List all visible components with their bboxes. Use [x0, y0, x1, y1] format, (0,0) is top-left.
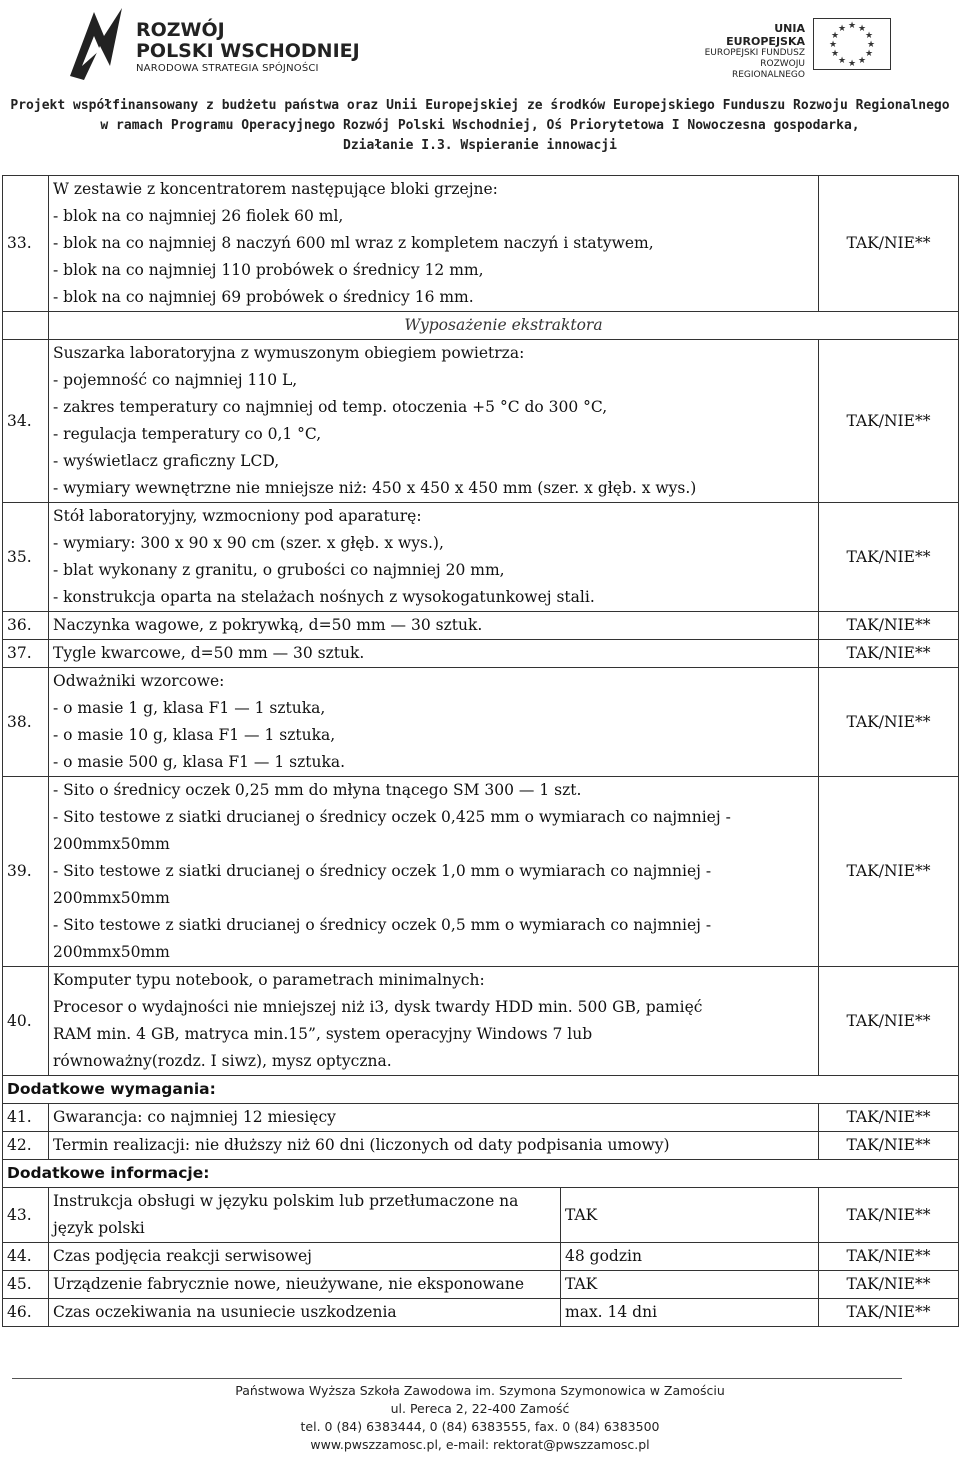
- value-cell: TAK: [561, 1271, 819, 1299]
- table-row: [3, 1076, 959, 1104]
- answer-cell: TAK/NIE**: [819, 1299, 959, 1327]
- desc-line: - zakres temperatury co najmniej od temp. otoczenia +5 °C do 300 °C,: [53, 398, 608, 416]
- desc-line: Stół laboratoryjny, wzmocniony pod aparaturę:: [53, 507, 422, 525]
- answer-cell: TAK/NIE**: [819, 668, 959, 777]
- row-number: 46.: [3, 1299, 49, 1327]
- table-row: [3, 967, 959, 1076]
- cofinancing-line-1: Projekt współfinansowany z budżetu państwa oraz Unii Europejskiej ze środków Europejskiego Funduszu Rozwoju Regionalnego: [10, 98, 950, 113]
- brand-line-2: POLSKI WSCHODNIEJ: [136, 40, 360, 62]
- brand-text: [136, 20, 360, 76]
- row-number: 40.: [3, 967, 49, 1076]
- svg-text:★: ★: [828, 40, 838, 50]
- table-row: [3, 668, 959, 777]
- desc-line: 200mmx50mm: [53, 889, 170, 907]
- table-row: [3, 1243, 959, 1271]
- row-description: [49, 340, 819, 503]
- eu-flag-icon: [813, 18, 891, 70]
- answer-cell: TAK/NIE**: [819, 1132, 959, 1160]
- rozwoj-polski-wschodniej-logo: [64, 6, 364, 82]
- row-description: [49, 967, 819, 1076]
- answer-cell: TAK/NIE**: [819, 640, 959, 668]
- desc-line: Suszarka laboratoryjna z wymuszonym obiegiem powietrza:: [53, 344, 525, 362]
- row-number: 45.: [3, 1271, 49, 1299]
- row-description: [49, 668, 819, 777]
- desc-line: równoważny(rozdz. I siwz), mysz optyczna.: [53, 1052, 392, 1070]
- svg-text:★: ★: [857, 56, 867, 66]
- footer-line-3: tel. 0 (84) 6383444, 0 (84) 6383555, fax. 0 (84) 6383500: [300, 1419, 660, 1434]
- brand-line-3: NARODOWA STRATEGIA SPÓJNOŚCI: [136, 63, 319, 74]
- row-number: 35.: [3, 503, 49, 612]
- table-row: [3, 503, 959, 612]
- row-number: 44.: [3, 1243, 49, 1271]
- row-number: 37.: [3, 640, 49, 668]
- eu-line-1: UNIA EUROPEJSKA: [726, 22, 805, 48]
- svg-text:★: ★: [830, 49, 840, 59]
- section-heading-wymagania: Dodatkowe wymagania:: [3, 1076, 959, 1104]
- row-number: 42.: [3, 1132, 49, 1160]
- desc-line: - blok na co najmniej 26 fiolek 60 ml,: [53, 207, 344, 225]
- desc-line: W zestawie z koncentratorem następujące bloki grzejne:: [53, 180, 498, 198]
- row-number: 38.: [3, 668, 49, 777]
- row-number: 33.: [3, 176, 49, 312]
- desc-line: - wymiary: 300 x 90 x 90 cm (szer. x głęb. x wys.),: [53, 534, 444, 552]
- answer-cell: TAK/NIE**: [819, 1271, 959, 1299]
- desc-line: 200mmx50mm: [53, 943, 170, 961]
- table-row: [3, 1104, 959, 1132]
- document-footer: [0, 1382, 960, 1454]
- svg-text:★: ★: [837, 56, 847, 66]
- table-row: [3, 1188, 959, 1243]
- desc-line: - wymiary wewnętrzne nie mniejsze niż: 450 x 450 x 450 mm (szer. x głęb. x wys.): [53, 479, 697, 497]
- desc-line: - konstrukcja oparta na stelażach nośnych z wysokogatunkowej stali.: [53, 588, 595, 606]
- svg-text:★: ★: [847, 21, 857, 31]
- footer-line-1: Państwowa Wyższa Szkoła Zawodowa im. Szymona Szymonowica w Zamościu: [235, 1383, 725, 1398]
- answer-cell: TAK/NIE**: [819, 1188, 959, 1243]
- eu-line-3: ROZWOJU REGIONALNEGO: [731, 59, 805, 80]
- row-number: 39.: [3, 777, 49, 967]
- desc-line: - Sito testowe z siatki drucianej o średnicy oczek 1,0 mm o wymiarach co najmniej -: [53, 862, 712, 880]
- row-number: 41.: [3, 1104, 49, 1132]
- desc-line: - Sito o średnicy oczek 0,25 mm do młyna tnącego SM 300 — 1 szt.: [53, 781, 582, 799]
- row-description: Czas podjęcia reakcji serwisowej: [49, 1243, 561, 1271]
- row-description: [49, 503, 819, 612]
- desc-line: - blok na co najmniej 110 probówek o średnicy 12 mm,: [53, 261, 484, 279]
- answer-cell: TAK/NIE**: [819, 340, 959, 503]
- footer-divider: [12, 1378, 902, 1379]
- logo-emblem-icon: [64, 6, 128, 82]
- value-cell: max. 14 dni: [561, 1299, 819, 1327]
- row-description: Naczynka wagowe, z pokrywką, d=50 mm — 30 sztuk.: [49, 612, 819, 640]
- eu-logo: [700, 18, 900, 80]
- desc-line: - wyświetlacz graficzny LCD,: [53, 452, 280, 470]
- desc-line: - o masie 10 g, klasa F1 — 1 sztuka,: [53, 726, 336, 744]
- table-row: [3, 1271, 959, 1299]
- section-heading-informacje: Dodatkowe informacje:: [3, 1160, 959, 1188]
- desc-line: Komputer typu notebook, o parametrach minimalnych:: [53, 971, 485, 989]
- desc-line: Procesor o wydajności nie mniejszej niż i3, dysk twardy HDD min. 500 GB, pamięć: [53, 998, 703, 1016]
- svg-text:★: ★: [864, 49, 874, 59]
- row-description: Urządzenie fabrycznie nowe, nieużywane, nie eksponowane: [49, 1271, 561, 1299]
- row-description: Termin realizacji: nie dłuższy niż 60 dni (liczonych od daty podpisania umowy): [49, 1132, 819, 1160]
- desc-line: - blat wykonany z granitu, o grubości co najmniej 20 mm,: [53, 561, 505, 579]
- footer-line-2: ul. Pereca 2, 22-400 Zamość: [390, 1401, 570, 1416]
- table-row: [3, 1160, 959, 1188]
- svg-text:★: ★: [864, 31, 874, 41]
- answer-cell: TAK/NIE**: [819, 176, 959, 312]
- row-description: Czas oczekiwania na usuniecie uszkodzenia: [49, 1299, 561, 1327]
- eu-text: [700, 22, 805, 81]
- desc-line: - Sito testowe z siatki drucianej o średnicy oczek 0,425 mm o wymiarach co najmniej -: [53, 808, 731, 826]
- brand-line-1: ROZWÓJ: [136, 19, 225, 41]
- eu-line-2: EUROPEJSKI FUNDUSZ: [704, 48, 805, 58]
- row-number: 43.: [3, 1188, 49, 1243]
- row-number: 36.: [3, 612, 49, 640]
- row-description: Gwarancja: co najmniej 12 miesięcy: [49, 1104, 819, 1132]
- value-cell: TAK: [561, 1188, 819, 1243]
- answer-cell: TAK/NIE**: [819, 967, 959, 1076]
- table-row: [3, 176, 959, 312]
- row-description: Tygle kwarcowe, d=50 mm — 30 sztuk.: [49, 640, 819, 668]
- answer-cell: TAK/NIE**: [819, 503, 959, 612]
- cofinancing-note: [0, 96, 960, 156]
- answer-cell: TAK/NIE**: [819, 1243, 959, 1271]
- desc-line: 200mmx50mm: [53, 835, 170, 853]
- row-number: 34.: [3, 340, 49, 503]
- desc-line: - blok na co najmniej 69 probówek o średnicy 16 mm.: [53, 288, 474, 306]
- desc-line: - Sito testowe z siatki drucianej o średnicy oczek 0,5 mm o wymiarach co najmniej -: [53, 916, 712, 934]
- footer-line-4: www.pwszzamosc.pl, e-mail: rektorat@pwszzamosc.pl: [310, 1437, 650, 1452]
- row-description: Instrukcja obsługi w języku polskim lub przetłumaczone na język polski: [49, 1188, 561, 1243]
- table-row: [3, 777, 959, 967]
- table-row: [3, 612, 959, 640]
- value-cell: 48 godzin: [561, 1243, 819, 1271]
- desc-line: - o masie 1 g, klasa F1 — 1 sztuka,: [53, 699, 326, 717]
- table-row: [3, 1132, 959, 1160]
- desc-line: - blok na co najmniej 8 naczyń 600 ml wraz z kompletem naczyń i statywem,: [53, 234, 654, 252]
- svg-text:★: ★: [857, 24, 867, 34]
- svg-text:★: ★: [830, 31, 840, 41]
- desc-line: Odważniki wzorcowe:: [53, 672, 225, 690]
- row-description: [49, 176, 819, 312]
- table-row: [3, 1299, 959, 1327]
- desc-line: - pojemność co najmniej 110 L,: [53, 371, 298, 389]
- subheading-ekstraktor: Wyposażenie ekstraktora: [49, 312, 959, 340]
- svg-text:★: ★: [837, 24, 847, 34]
- cofinancing-line-2: w ramach Programu Operacyjnego Rozwój Polski Wschodniej, Oś Priorytetowa I Nowoczesna gospodarka,: [100, 118, 860, 133]
- table-row: [3, 640, 959, 668]
- desc-line: - regulacja temperatury co 0,1 °C,: [53, 425, 322, 443]
- answer-cell: TAK/NIE**: [819, 777, 959, 967]
- svg-text:★: ★: [866, 40, 876, 50]
- table-row: [3, 312, 959, 340]
- row-description: [49, 777, 819, 967]
- table-row: [3, 340, 959, 503]
- cofinancing-line-3: Działanie I.3. Wspieranie innowacji: [343, 138, 617, 153]
- specification-table: [2, 175, 959, 1327]
- answer-cell: TAK/NIE**: [819, 1104, 959, 1132]
- answer-cell: TAK/NIE**: [819, 612, 959, 640]
- svg-text:★: ★: [847, 59, 857, 69]
- row-number-empty: [3, 312, 49, 340]
- desc-line: - o masie 500 g, klasa F1 — 1 sztuka.: [53, 753, 346, 771]
- document-header: [0, 0, 960, 160]
- desc-line: RAM min. 4 GB, matryca min.15”, system operacyjny Windows 7 lub: [53, 1025, 593, 1043]
